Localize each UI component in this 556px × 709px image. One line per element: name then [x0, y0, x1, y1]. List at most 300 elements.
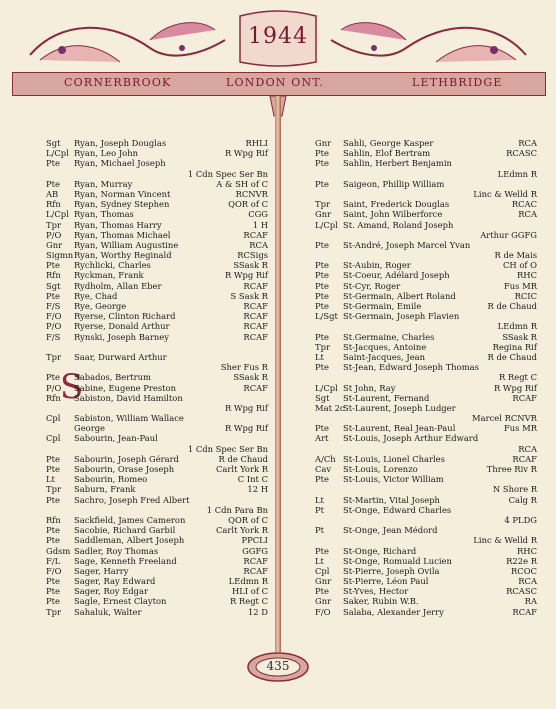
entry-rank: Sgt	[315, 392, 330, 403]
roll-entry	[315, 576, 537, 586]
entry-name: St-Onge, Romuald Lucien	[343, 555, 452, 566]
place-right: LETHBRIDGE	[412, 76, 503, 89]
entry-unit: RHC	[516, 545, 537, 556]
entry-unit: RCA	[518, 138, 537, 148]
entry-rank: Sigmn	[46, 250, 74, 261]
roll-entry	[46, 372, 268, 382]
entry-name: Rye, George	[74, 301, 127, 311]
entry-rank: Gnr	[315, 576, 332, 587]
entry-unit: R de Chaud	[487, 351, 537, 362]
entry-name: Ryerse, Clinton Richard	[74, 311, 176, 322]
entry-rank: Pte	[46, 158, 60, 169]
entry-unit: RCASC	[506, 148, 537, 159]
entry-name: Sabiston, William Wallace	[74, 413, 184, 424]
roll-entry	[46, 423, 268, 433]
roll-entry	[315, 484, 537, 494]
roll-entry	[315, 596, 537, 606]
roll-entry	[46, 444, 268, 454]
entry-rank: AB	[46, 188, 59, 199]
entry-rank: P/O	[46, 321, 62, 332]
place-left: CORNERBROOK	[64, 76, 172, 89]
roll-entry	[46, 515, 268, 525]
entry-rank: Gdsm	[46, 545, 71, 556]
roll-entry	[46, 566, 268, 576]
entry-name: Ryerse, Donald Arthur	[74, 321, 170, 332]
roll-entry	[315, 270, 537, 280]
entry-unit: SSask R	[233, 372, 268, 383]
entry-unit: R Wpg Rif	[224, 270, 268, 281]
roll-entry	[46, 413, 268, 423]
entry-unit: QOR of C	[228, 199, 268, 210]
roll-entry	[46, 433, 268, 443]
entry-rank: Pte	[315, 362, 329, 373]
roll-entry	[315, 495, 537, 505]
entry-unit: S Sask R	[230, 290, 268, 301]
roll-entry	[46, 342, 268, 352]
entry-rank: L/Sgt	[315, 311, 338, 322]
entry-name: Sagle, Ernest Clayton	[74, 596, 167, 607]
entry-name: Sabourin, Jean-Paul	[74, 433, 158, 444]
entry-unit: RCASC	[506, 586, 537, 597]
entry-rank: Gnr	[315, 209, 332, 220]
roll-entry	[315, 148, 537, 158]
entry-name: Ryan, Norman Vincent	[74, 188, 171, 199]
roll-entry	[46, 546, 268, 556]
entry-rank: Gnr	[46, 239, 63, 250]
entry-rank: Cpl	[315, 565, 330, 576]
roll-entry	[315, 454, 537, 464]
entry-name: Rydholm, Allan Eber	[74, 280, 162, 291]
right-name-column	[315, 138, 537, 617]
entry-unit: RCAF	[243, 301, 268, 311]
roll-entry	[315, 433, 537, 443]
entry-name: St-Louis, Victor William	[343, 474, 444, 485]
roll-entry	[315, 311, 537, 321]
roll-entry	[315, 403, 537, 413]
entry-name: St-Louis, Lionel Charles	[343, 453, 445, 464]
entry-unit: CH of O	[502, 260, 537, 271]
entry-name: Sager, Harry	[74, 565, 129, 576]
entry-name: Saar, Durward Arthur	[74, 351, 167, 362]
entry-rank: Pte	[315, 148, 329, 159]
entry-rank: F/O	[315, 606, 331, 617]
entry-rank: Pte	[315, 331, 329, 342]
entry-name: St-Cyr, Roger	[343, 280, 401, 291]
entry-unit: Regina Rif	[492, 341, 537, 352]
entry-unit: RCAC	[511, 199, 537, 210]
entry-name: St.Germaine, Charles	[343, 331, 435, 342]
entry-name: St-Martin, Vital Joseph	[343, 494, 440, 505]
entry-unit: Calg R	[508, 494, 537, 505]
roll-entry	[46, 332, 268, 342]
entry-name: St-Germain, Albert Roland	[343, 290, 456, 301]
entry-name: Ryan, Sydney Stephen	[74, 199, 170, 210]
entry-unit: R Wpg Rif	[224, 423, 268, 434]
roll-entry	[315, 372, 537, 382]
entry-name: St-Pierre, Léon Paul	[343, 576, 429, 587]
entry-unit: 1 Cdn Spec Ser Bn	[187, 168, 268, 179]
entry-rank: P/O	[46, 382, 62, 393]
entry-unit: 1 Cdn Spec Ser Bn	[187, 443, 268, 454]
entry-unit: RCAF	[512, 453, 537, 464]
entry-rank: Gnr	[315, 138, 332, 148]
entry-name: Sacobie, Richard Garbil	[74, 525, 176, 536]
entry-unit: RCAF	[243, 565, 268, 576]
entry-name: Rychlicki, Charles	[74, 260, 151, 271]
roll-entry	[46, 301, 268, 311]
entry-unit: RCIC	[514, 290, 537, 301]
entry-unit: PPCLI	[241, 535, 268, 546]
entry-unit: RCSigs	[237, 250, 268, 261]
entry-unit: Carlt York R	[216, 464, 268, 474]
entry-unit: RCNVR	[235, 188, 268, 199]
roll-entry	[46, 291, 268, 301]
roll-entry	[315, 515, 537, 525]
roll-entry	[46, 362, 268, 372]
entry-name: Ryan, Thomas Michael	[74, 229, 171, 240]
roll-entry	[46, 230, 268, 240]
entry-name: St-Laurent, Fernand	[343, 392, 430, 403]
place-center: LONDON ONT.	[226, 76, 324, 89]
roll-entry	[46, 281, 268, 291]
entry-unit: R Wpg Rif	[224, 402, 268, 413]
entry-rank: Pte	[315, 474, 329, 485]
entry-rank: F/O	[46, 311, 62, 322]
roll-entry	[46, 393, 268, 403]
roll-entry	[315, 199, 537, 209]
roll-entry	[315, 423, 537, 433]
entry-name: St-Coeur, Adélard Joseph	[343, 270, 450, 281]
entry-name: Ryan, Murray	[74, 178, 133, 189]
entry-name: Ryan, Leo John	[74, 148, 139, 159]
roll-entry	[46, 464, 268, 474]
roll-entry	[315, 230, 537, 240]
entry-rank: Pte	[46, 178, 60, 189]
entry-unit: LEdmn R	[497, 321, 537, 332]
entry-name: Ryan, Thomas	[74, 209, 134, 220]
entry-rank: L/Cpl	[315, 219, 338, 230]
entry-unit: RCA	[518, 443, 537, 454]
roll-entry	[315, 260, 537, 270]
entry-name: St-Onge, Jean Médord	[343, 525, 438, 536]
entry-unit: R Regt C	[229, 596, 268, 607]
entry-unit: Fus MR	[503, 280, 537, 291]
entry-unit: Arthur GGFG	[480, 229, 537, 240]
entry-name: Saddleman, Albert Joseph	[74, 535, 185, 546]
entry-name: George	[74, 423, 106, 434]
entry-unit: RCA	[249, 239, 268, 250]
entry-name: St-Pierre, Joseph Ovila	[343, 565, 440, 576]
roll-entry	[315, 586, 537, 596]
entry-name: St-André, Joseph Marcel Yvan	[343, 239, 471, 250]
entry-rank: Pte	[46, 372, 60, 383]
roll-entry	[46, 158, 268, 168]
roll-entry	[46, 484, 268, 494]
entry-unit: RCA	[518, 209, 537, 220]
entry-name: Sager, Roy Edgar	[74, 586, 149, 597]
entry-name: St-Onge, Richard	[343, 545, 417, 556]
entry-rank: Rfn	[46, 270, 61, 281]
entry-name: Ryan, William Augustine	[74, 239, 179, 250]
roll-entry	[315, 209, 537, 219]
entry-unit: 1 H	[252, 219, 268, 230]
entry-name: Ryan, Worthy Reginald	[74, 250, 172, 261]
entry-name: St-Louis, Joseph Arthur Edward	[343, 433, 479, 444]
entry-rank: Tpr	[315, 341, 330, 352]
entry-rank: Tpr	[46, 484, 61, 495]
entry-name: St-Louis, Lorenzo	[343, 464, 418, 474]
entry-name: Saint-Jacques, Jean	[343, 351, 426, 362]
entry-rank: Rfn	[46, 392, 61, 403]
center-divider-rod	[275, 96, 281, 652]
entry-unit: RCAF	[243, 331, 268, 342]
entry-name: Ryckman, Frank	[74, 270, 144, 281]
entry-rank: Rfn	[46, 514, 61, 525]
entry-rank: Cpl	[46, 413, 61, 424]
roll-entry	[315, 535, 537, 545]
entry-rank: Pte	[46, 464, 60, 474]
entry-rank: F/L	[46, 555, 61, 566]
entry-rank: Pte	[315, 239, 329, 250]
entry-name: Saigeon, Phillip William	[343, 178, 445, 189]
entry-name: Sager, Ray Edward	[74, 576, 156, 587]
entry-rank: Sgt	[46, 280, 61, 291]
entry-rank: Tpr	[315, 199, 330, 210]
entry-name: Sabourin, Joseph Gérard	[74, 453, 180, 464]
entry-rank: Lt	[46, 474, 55, 485]
entry-name: Ryan, Michael Joseph	[74, 158, 166, 169]
entry-name: St-Jean, Edward Joseph Thomas	[343, 362, 479, 373]
entry-rank: Pte	[315, 158, 329, 169]
roll-entry	[315, 240, 537, 250]
entry-name: St. Amand, Roland Joseph	[343, 219, 454, 230]
entry-unit: RCAF	[243, 229, 268, 240]
entry-unit: RHLI	[245, 138, 268, 148]
entry-rank: Pte	[46, 260, 60, 271]
roll-entry	[46, 148, 268, 158]
entry-name: Sabourin, Orase Joseph	[74, 464, 175, 474]
entry-rank: Lt	[315, 555, 324, 566]
entry-rank: Tpr	[46, 219, 61, 230]
entry-rank: Pte	[46, 290, 60, 301]
entry-unit: R de Mais	[494, 250, 537, 261]
roll-entry	[315, 281, 537, 291]
entry-unit: N Shore R	[492, 484, 537, 495]
entry-unit: 1 Cdn Para Bn	[206, 504, 268, 515]
roll-entry	[46, 474, 268, 484]
entry-unit: RCOC	[511, 565, 537, 576]
entry-rank: Cav	[315, 464, 332, 474]
entry-unit: RCAF	[243, 555, 268, 566]
left-name-column	[46, 138, 268, 617]
roll-entry	[46, 352, 268, 362]
roll-entry	[315, 179, 537, 189]
roll-entry	[315, 505, 537, 515]
entry-name: Sahaluk, Walter	[74, 606, 142, 617]
roll-entry	[46, 556, 268, 566]
entry-name: Sahlin, Herbert Benjamin	[343, 158, 452, 169]
illuminated-initial-s: S	[60, 367, 84, 407]
entry-name: Ryan, Thomas Harry	[74, 219, 162, 230]
roll-entry	[315, 291, 537, 301]
entry-rank: Pt	[315, 504, 325, 515]
roll-entry	[46, 535, 268, 545]
entry-name: Salaba, Alexander Jerry	[343, 606, 444, 617]
entry-unit: RA	[524, 596, 537, 607]
entry-rank: Art	[315, 433, 329, 444]
entry-rank: Pte	[46, 596, 60, 607]
roll-entry	[46, 403, 268, 413]
entry-rank: Sgt	[46, 138, 61, 148]
entry-unit: SSask R	[502, 331, 537, 342]
entry-name: St-Germain, Joseph Flavien	[343, 311, 460, 322]
roll-entry	[46, 250, 268, 260]
entry-name: Saint, John Wilberforce	[343, 209, 443, 220]
roll-entry	[46, 586, 268, 596]
entry-unit: R Wpg Rif	[493, 382, 537, 393]
entry-name: Sackfield, James Cameron	[74, 514, 186, 525]
entry-rank: Pte	[315, 280, 329, 291]
roll-entry	[46, 576, 268, 586]
entry-unit: CGG	[248, 209, 268, 220]
entry-name: St-Laurent, Real Jean-Paul	[343, 423, 456, 434]
entry-name: Saburn, Frank	[74, 484, 136, 495]
roll-entry	[46, 220, 268, 230]
entry-name: Sabine, Eugene Preston	[74, 382, 176, 393]
entry-rank: Tpr	[46, 351, 61, 362]
entry-rank: Mat 2c	[315, 402, 345, 413]
entry-rank: Pte	[46, 453, 60, 464]
entry-unit: RCAF	[512, 606, 537, 617]
entry-name: Saker, Rubin W.B.	[343, 596, 419, 607]
roll-entry	[46, 505, 268, 515]
roll-entry	[46, 209, 268, 219]
entry-unit: R Wpg Rif	[224, 148, 268, 159]
entry-rank: L/Cpl	[315, 382, 338, 393]
entry-rank: F/S	[46, 331, 61, 342]
entry-rank: Cpl	[46, 433, 61, 444]
entry-rank: Pt	[315, 525, 325, 536]
roll-entry	[46, 189, 268, 199]
entry-name: Ryan, Joseph Douglas	[74, 138, 167, 148]
roll-entry	[315, 301, 537, 311]
roll-entry	[46, 596, 268, 606]
entry-unit: R de Chaud	[218, 453, 268, 464]
entry-unit: R de Chaud	[487, 301, 537, 311]
roll-entry	[315, 332, 537, 342]
roll-entry	[46, 169, 268, 179]
entry-rank: L/Cpl	[46, 209, 69, 220]
roll-entry	[315, 393, 537, 403]
entry-rank: Pte	[315, 270, 329, 281]
roll-entry	[315, 607, 537, 617]
entry-rank: F/O	[46, 565, 62, 576]
entry-unit: RCA	[518, 576, 537, 587]
roll-entry	[315, 138, 537, 148]
entry-rank: Pte	[315, 545, 329, 556]
entry-name: Sachro, Joseph Fred Albert	[74, 494, 190, 505]
entry-name: St-Onge, Edward Charles	[343, 504, 452, 515]
roll-entry	[46, 260, 268, 270]
page-number: 435	[266, 659, 290, 673]
roll-entry	[315, 169, 537, 179]
entry-name: St-Yves, Hector	[343, 586, 409, 597]
entry-name: St-Jacques, Antoine	[343, 341, 427, 352]
entry-rank: F/S	[46, 301, 61, 311]
entry-unit: 12 D	[247, 606, 268, 617]
entry-name: Rye, Chad	[74, 290, 118, 301]
entry-name: Sadler, Roy Thomas	[74, 545, 159, 556]
entry-unit: Carlt York R	[216, 525, 268, 536]
roll-entry	[315, 250, 537, 260]
entry-rank: A/Ch	[315, 453, 336, 464]
roll-entry	[46, 607, 268, 617]
roll-entry	[315, 546, 537, 556]
roll-entry	[315, 474, 537, 484]
roll-entry	[315, 189, 537, 199]
roll-entry	[315, 352, 537, 362]
entry-unit: RCAF	[512, 392, 537, 403]
entry-unit: Three Riv R	[486, 464, 537, 474]
roll-entry	[46, 240, 268, 250]
entry-unit: SSask R	[233, 260, 268, 271]
entry-name: St-Germain, Emile	[343, 301, 422, 311]
roll-entry	[315, 342, 537, 352]
entry-rank: Pte	[315, 301, 329, 311]
entry-unit: 4 PLDG	[504, 514, 537, 525]
roll-entry	[315, 444, 537, 454]
entry-name: Sahlin, Elof Bertram	[343, 148, 431, 159]
entry-unit: Marcel RCNVR	[472, 413, 537, 424]
entry-rank: Pte	[315, 586, 329, 597]
entry-name: Sabourin, Romeo	[74, 474, 148, 485]
roll-entry	[315, 220, 537, 230]
entry-name: Saint, Frederick Douglas	[343, 199, 450, 210]
roll-entry	[315, 464, 537, 474]
entry-name: St John, Ray	[343, 382, 396, 393]
entry-unit: QOR of C	[228, 514, 268, 525]
entry-unit: R Regt C	[498, 372, 537, 383]
entry-name: St-Aubin, Roger	[343, 260, 411, 271]
entry-rank: Tpr	[46, 606, 61, 617]
entry-unit: Sher Fus R	[220, 362, 268, 373]
entry-unit: RCAF	[243, 321, 268, 332]
entry-name: St-Laurent, Joseph Ludger	[343, 402, 456, 413]
entry-rank: Pte	[46, 586, 60, 597]
entry-unit: Fus MR	[503, 423, 537, 434]
entry-rank: P/O	[46, 229, 62, 240]
roll-entry	[46, 199, 268, 209]
entry-unit: RHC	[516, 270, 537, 281]
entry-rank: Gnr	[315, 596, 332, 607]
entry-unit: LEdmn R	[228, 576, 268, 587]
entry-unit: GGFG	[242, 545, 268, 556]
roll-entry	[46, 179, 268, 189]
entry-unit: R22e R	[506, 555, 537, 566]
entry-rank: Pte	[315, 178, 329, 189]
roll-entry	[46, 495, 268, 505]
entry-rank: Lt	[315, 494, 324, 505]
entry-unit: RCAF	[243, 382, 268, 393]
roll-entry	[46, 311, 268, 321]
roll-entry	[315, 383, 537, 393]
entry-name: Sabados, Bertrum	[74, 372, 151, 383]
entry-unit: Linc & Welld R	[473, 188, 537, 199]
entry-unit: RCAF	[243, 311, 268, 322]
roll-entry	[315, 321, 537, 331]
roll-entry	[46, 270, 268, 280]
entry-rank: Pte	[46, 494, 60, 505]
